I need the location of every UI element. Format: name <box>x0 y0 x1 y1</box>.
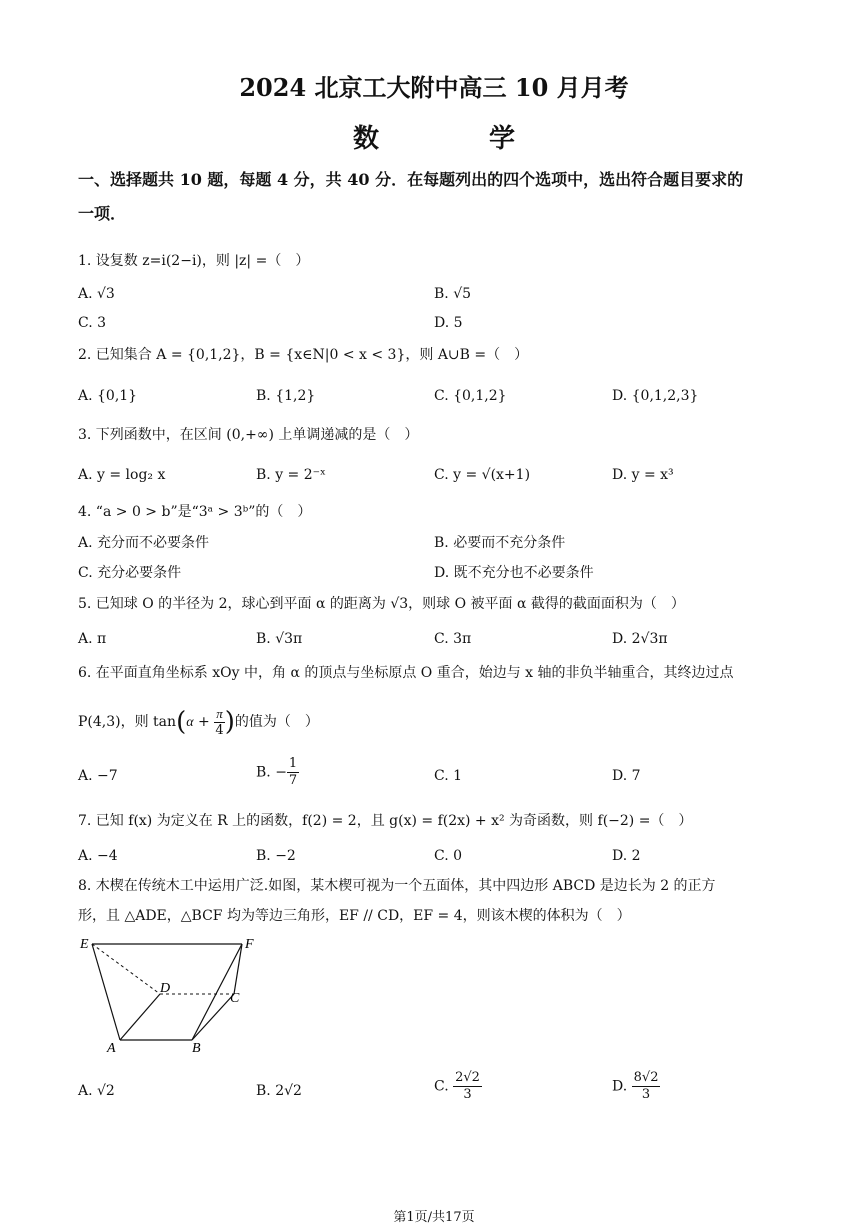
label-a: A <box>107 1041 116 1056</box>
question-6-option-d: D. 7 <box>612 768 641 784</box>
question-3-option-a: A. y = log₂ x <box>78 467 166 483</box>
question-8-option-a: A. √2 <box>78 1083 115 1099</box>
label-c: C <box>230 991 240 1006</box>
question-6-stem-part2: 的值为（ ） <box>234 714 319 730</box>
question-8-stem-line2: 形，且 △ADE，△BCF 均为等边三角形，EF // CD，EF = 4，则该木楔的体积为（ ） <box>78 908 631 924</box>
question-1-option-b: B. √5 <box>434 286 472 302</box>
question-6-option-a: A. −7 <box>78 768 118 784</box>
question-8-option-d: D. $\frac{8√2}{3}$ <box>612 1070 659 1102</box>
question-2-stem: 2. 已知集合 A = {0,1,2}，B = {x∈N|0 < x < 3}，则 A∪B =（ ） <box>78 347 529 363</box>
section-heading-line1: 一、选择题共 10 题，每题 4 分，共 40 分．在每题列出的四个选项中，选出符合题目要求的 <box>78 170 744 189</box>
subject-title: 数 学 <box>352 124 557 154</box>
page-number: 第1页/共17页 <box>393 1210 475 1225</box>
question-2-option-c: C. {0,1,2} <box>434 388 507 404</box>
question-4-stem: 4. “a > 0 > b”是“3ᵃ > 3ᵇ”的（ ） <box>78 504 312 520</box>
question-6-option-c: C. 1 <box>434 768 463 784</box>
label-d: D <box>160 981 171 996</box>
section-heading <box>78 163 798 231</box>
question-3-option-d: D. y = x³ <box>612 467 674 483</box>
edge-ea <box>92 944 120 1040</box>
section-heading-line2: 一项． <box>78 204 127 223</box>
question-5-option-a: A. π <box>78 631 107 647</box>
question-1-option-c: C. 3 <box>78 315 107 331</box>
question-1-option-a: A. √3 <box>78 286 115 302</box>
question-2-option-b: B. {1,2} <box>256 388 316 404</box>
label-e: E <box>80 937 89 952</box>
question-7-option-d: D. 2 <box>612 848 641 864</box>
question-2-option-d: D. {0,1,2,3} <box>612 388 699 404</box>
question-7-option-a: A. −4 <box>78 848 118 864</box>
label-f: F <box>245 937 254 952</box>
question-7-stem: 7. 已知 f(x) 为定义在 R 上的函数，f(2) = 2，且 g(x) = f(2x) + x² 为奇函数，则 f(−2) =（ ） <box>78 813 693 829</box>
question-4-option-b: B. 必要而不充分条件 <box>434 535 566 551</box>
question-3-option-c: C. y = √(x+1) <box>434 467 531 483</box>
question-3-stem: 3. 下列函数中，在区间 (0,+∞) 上单调递减的是（ ） <box>78 427 419 443</box>
question-5-option-c: C. 3π <box>434 631 472 647</box>
question-6-stem-part1: P(4,3)，则 tan <box>78 714 177 730</box>
question-6-stem-line2: P(4,3)，则 tan(α + $\frac{\pi}{4}$ )的值为（ ） <box>78 705 319 738</box>
question-1-option-d: D. 5 <box>434 315 463 331</box>
wedge-figure <box>76 930 266 1060</box>
question-8-option-b: B. 2√2 <box>256 1083 302 1099</box>
question-7-option-b: B. −2 <box>256 848 296 864</box>
page-title: 2024 北京工大附中高三 10 月月考 <box>239 73 629 102</box>
question-7-option-c: C. 0 <box>434 848 463 864</box>
question-5-option-b: B. √3π <box>256 631 303 647</box>
label-b: B <box>192 1041 201 1056</box>
question-4-option-c: C. 充分必要条件 <box>78 565 182 581</box>
question-5-stem: 5. 已知球 O 的半径为 2，球心到平面 α 的距离为 √3，则球 O 被平面 α 截得的截面面积为（ ） <box>78 596 685 612</box>
question-1-stem: 1. 设复数 z=i(2−i)，则 |z| =（ ） <box>78 253 310 269</box>
question-2-option-a: A. {0,1} <box>78 388 138 404</box>
edge-ed <box>92 944 160 994</box>
question-8-stem-line1: 8. 木楔在传统木工中运用广泛.如图，某木楔可视为一个五面体，其中四边形 ABCD 是边长为 2 的正方 <box>78 878 716 894</box>
question-6-stem-line1: 6. 在平面直角坐标系 xOy 中，角 α 的顶点与坐标原点 O 重合，始边与 x 轴的非负半轴重合，其终边过点 <box>78 665 734 681</box>
question-3-option-b: B. y = 2⁻ˣ <box>256 467 326 483</box>
question-5-option-d: D. 2√3π <box>612 631 668 647</box>
question-4-option-a: A. 充分而不必要条件 <box>78 535 210 551</box>
question-4-option-d: D. 既不充分也不必要条件 <box>434 565 594 581</box>
edge-ad <box>120 994 160 1040</box>
question-8-option-c: C. $\frac{2√2}{3}$ <box>434 1070 480 1102</box>
question-6-fraction: $\frac{\pi}{4}$ <box>215 705 224 738</box>
question-6-option-b: B. − $\frac{1}{7}$ <box>256 756 298 788</box>
